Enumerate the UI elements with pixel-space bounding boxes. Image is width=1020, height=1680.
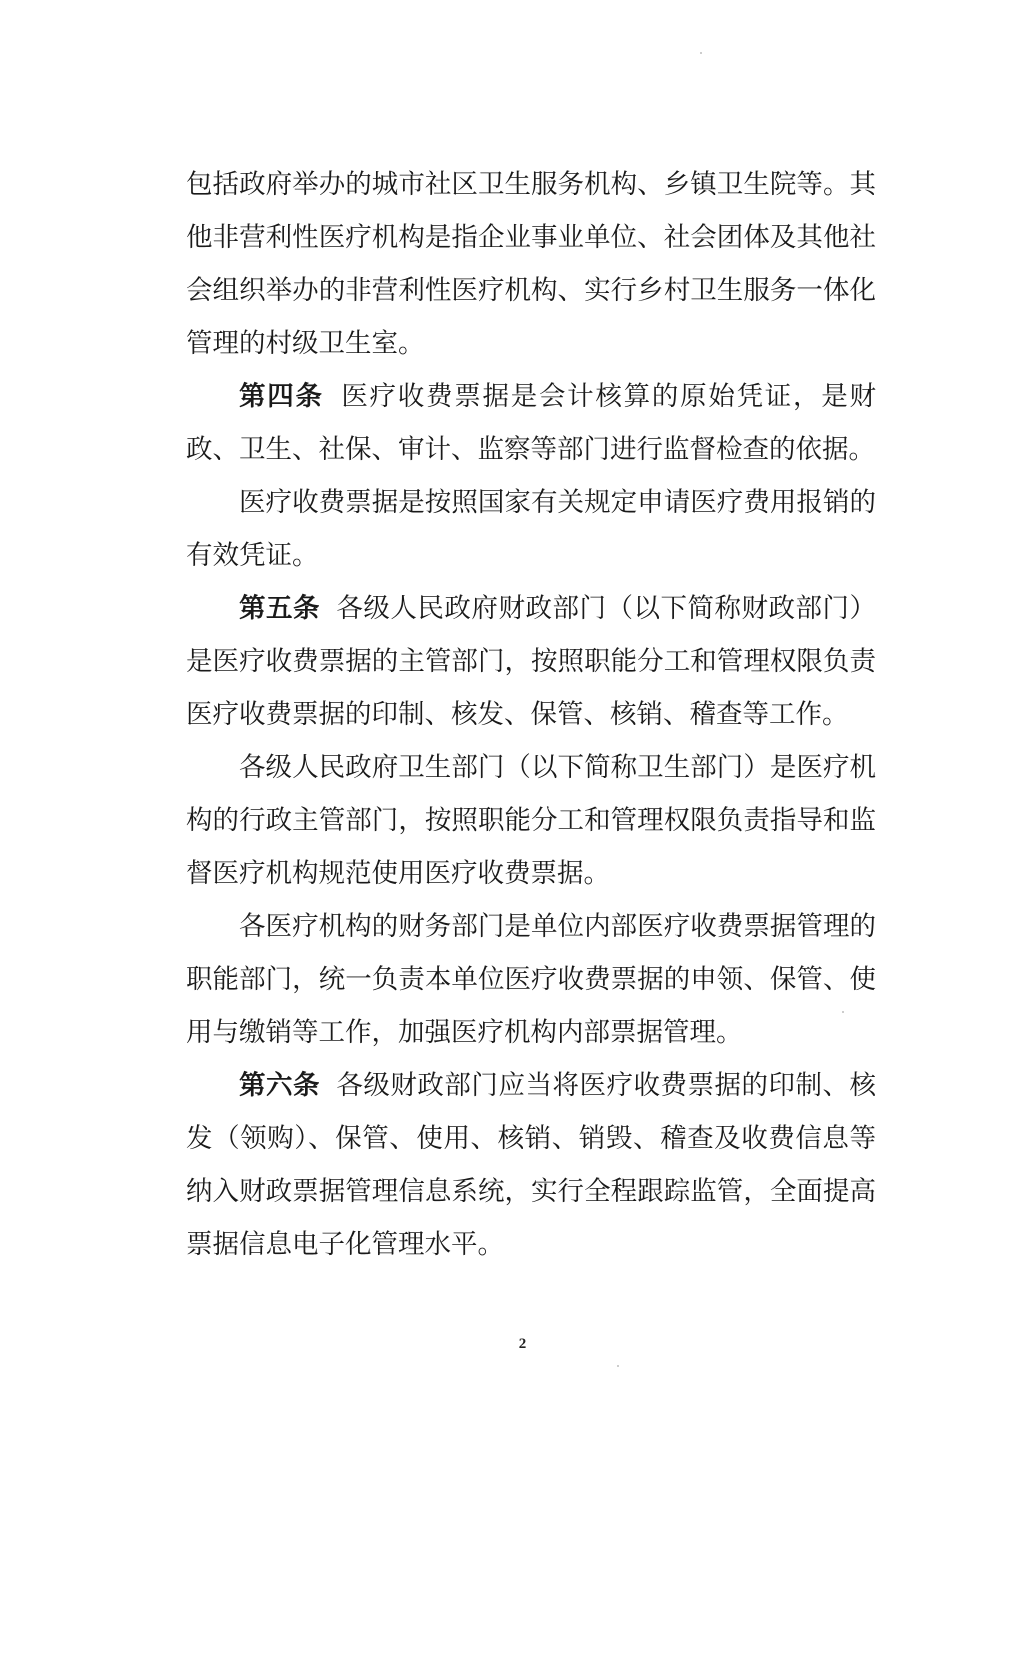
document-body [186, 158, 876, 1271]
article-5 [186, 582, 876, 741]
paragraph-text: 医疗收费票据是会计核算的原始凭证，是财政、卫生、社保、审计、监察等部门进行监督检查的依据。 [186, 381, 877, 465]
article-heading: 第四条 [239, 381, 324, 412]
paragraph-continuation [186, 158, 876, 370]
article-4 [186, 370, 876, 476]
paragraph-text: 各级财政部门应当将医疗收费票据的印制、核发（领购）、保管、使用、核销、销毁、稽查及收费信息等纳入财政票据管理信息系统，实行全程跟踪监管，全面提高票据信息电子化管理水平。 [186, 1070, 877, 1260]
scan-speck [700, 52, 702, 54]
article-4-paragraph-2 [186, 476, 876, 582]
paragraph-text: 包括政府举办的城市社区卫生服务机构、乡镇卫生院等。其他非营利性医疗机构是指企业事业单位、社会团体及其他社会组织举办的非营利性医疗机构、实行乡村卫生服务一体化管理的村级卫生室。 [186, 169, 876, 359]
article-5-paragraph-2 [186, 741, 876, 900]
paragraph-text: 医疗收费票据是按照国家有关规定申请医疗费用报销的有效凭证。 [186, 487, 876, 571]
article-heading: 第六条 [239, 1070, 321, 1101]
scan-speck [617, 1365, 619, 1367]
page-number: 2 [518, 1336, 527, 1352]
paragraph-text: 各级人民政府财政部门（以下简称财政部门）是医疗收费票据的主管部门，按照职能分工和管理权限负责医疗收费票据的印制、核发、保管、核销、稽查等工作。 [186, 593, 877, 730]
article-6 [186, 1059, 876, 1271]
article-5-paragraph-3 [186, 900, 876, 1059]
paragraph-text: 各医疗机构的财务部门是单位内部医疗收费票据管理的职能部门，统一负责本单位医疗收费票据的申领、保管、使用与缴销等工作，加强医疗机构内部票据管理。 [186, 911, 876, 1048]
scan-speck [842, 1011, 844, 1013]
paragraph-text: 各级人民政府卫生部门（以下简称卫生部门）是医疗机构的行政主管部门，按照职能分工和管理权限负责指导和监督医疗机构规范使用医疗收费票据。 [186, 752, 876, 889]
article-heading: 第五条 [239, 593, 321, 624]
